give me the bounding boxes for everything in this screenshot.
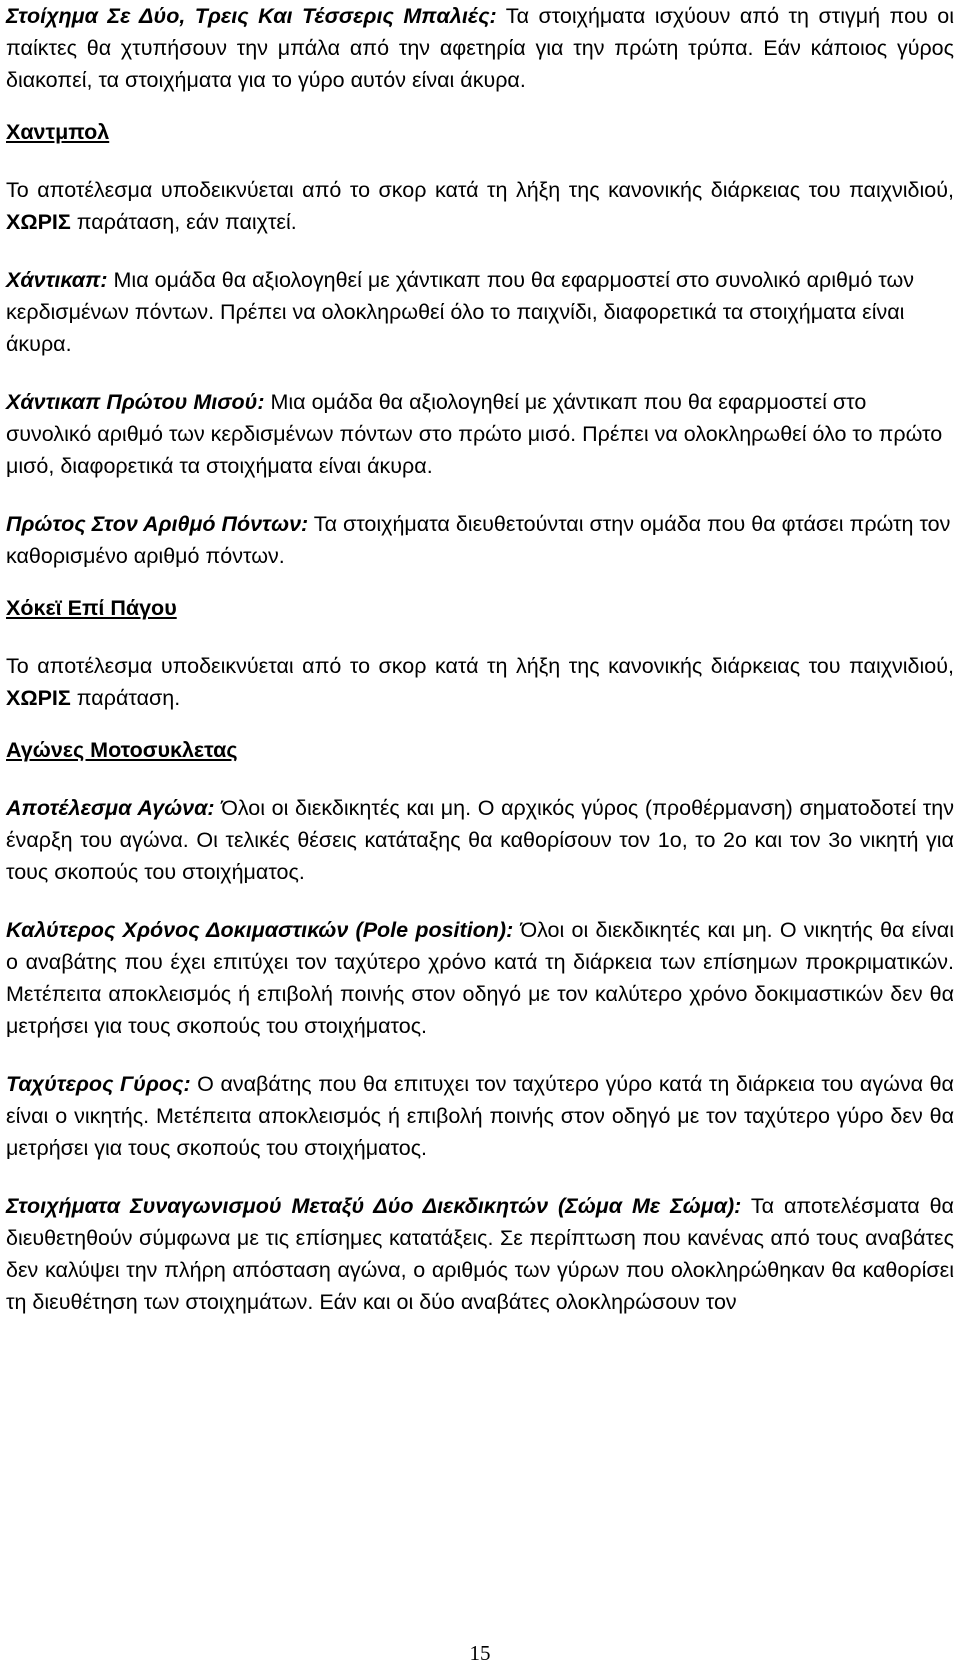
handball-first-half-text: Μια ομάδα θα αξιολογηθεί με χάντικαπ που θα εφαρμοστεί στο συνολικό αριθμό των κερδισμένων πόντων στο πρώτο μισό. Πρέπει να ολοκληρωθεί όλο το πρώτο μισό, διαφορετικά τα στοιχήματα είναι άκυρα. <box>6 390 943 478</box>
motorcycle-fastest-text: Ο αναβάτης που θα επιτυχει τον ταχύτερο γύρο κατά τη διάρκεια του αγώνα θα είναι ο νικητής. Μετέπειτα αποκλεισμός ή επιβολή ποινής στον οδηγό με τον ταχύτερο γύρο δεν θα μετρήσει για τους σκοπούς του στοιχήματος. <box>6 1072 954 1160</box>
motorcycle-fastest-label: Ταχύτερος Γύρος: <box>6 1072 191 1096</box>
ice-hockey-result-emphasis: ΧΩΡΙΣ <box>6 686 71 710</box>
motorcycle-result-label: Αποτέλεσμα Αγώνα: <box>6 796 215 820</box>
page-number: 15 <box>469 1641 491 1665</box>
handball-heading: Χαντμπολ <box>6 120 110 144</box>
ice-hockey-heading: Χόκεϊ Επί Πάγου <box>6 596 177 620</box>
motorcycle-pole-label: Καλύτερος Χρόνος Δοκιμαστικών (Pole position): <box>6 918 514 942</box>
handball-handicap-label: Χάντικαπ: <box>6 268 108 292</box>
motorcycle-result-text: Όλοι οι διεκδικητές και μη. Ο αρχικός γύρος (προθέρμανση) σηματοδοτεί την έναρξη του αγώνα. Οι τελικές θέσεις κατάταξης θα καθορίσουν τον 1ο, το 2ο και τον 3ο νικητή για τους σκοπούς του στοιχήματος. <box>6 796 954 884</box>
ice-hockey-result-text: Το αποτέλεσμα υποδεικνύεται από το σκορ κατά τη λήξη της κανονικής διάρκειας του παιχνιδιού, <box>6 654 954 678</box>
document-page <box>6 0 954 1318</box>
ice-hockey-result-text-end: παράταση. <box>70 686 181 710</box>
handball-first-to-text: Τα στοιχήματα διευθετούνται στην ομάδα που θα φτάσει πρώτη τον καθορισμένο αριθμό πόντων. <box>6 512 951 568</box>
golf-bets-text: Τα στοιχήματα ισχύουν από τη στιγμή που οι παίκτες θα χτυπήσουν την μπάλα από την αφετηρία για την πρώτη τρύπα. Εάν κάποιος γύρος διακοπεί, τα στοιχήματα για το γύρο αυτόν είναι άκυρα. <box>6 4 954 92</box>
motorcycle-h2h-label: Στοιχήματα Συναγωνισμού Μεταξύ Δύο Διεκδικητών (Σώμα Με Σώμα): <box>6 1194 742 1218</box>
handball-handicap-paragraph <box>6 264 954 360</box>
motorcycle-result-paragraph <box>6 792 954 888</box>
handball-first-to-label: Πρώτος Στον Αριθμό Πόντων: <box>6 512 309 536</box>
golf-bets-paragraph <box>6 0 954 96</box>
motorcycle-pole-text: Όλοι οι διεκδικητές και μη. Ο νικητής θα είναι ο αναβάτης που έχει επιτύχει τον ταχύτερο χρόνο κατά τη διάρκεια των επίσημων προκριματικών. Μετέπειτα αποκλεισμός ή επιβολή ποινής στον οδηγό με τον καλύτερο χρόνο δοκιμαστικών δεν θα μετρήσει για τους σκοπούς του στοιχήματος. <box>6 918 955 1038</box>
motorcycle-h2h-paragraph <box>6 1190 954 1318</box>
handball-result-text-end: παράταση, εάν παιχτεί. <box>70 210 297 234</box>
ice-hockey-result-paragraph <box>6 650 954 714</box>
handball-handicap-text: Μια ομάδα θα αξιολογηθεί με χάντικαπ που θα εφαρμοστεί στο συνολικό αριθμό των κερδισμένων πόντων. Πρέπει να ολοκληρωθεί όλο το παιχνίδι, διαφορετικά τα στοιχήματα είναι άκυρα. <box>6 268 915 356</box>
motorcycle-h2h-text: Τα αποτελέσματα θα διευθετηθούν σύμφωνα με τις επίσημες κατατάξεις. Σε περίπτωση που κανένας από τους αναβάτες δεν καλύψει την πλήρη απόσταση αγώνα, ο αριθμός των γύρων που ολοκληρώθηκαν θα καθορίσει τη διευθέτηση των στοιχημάτων. Εάν και οι δύο αναβάτες ολοκληρώσουν τον <box>6 1194 954 1314</box>
motorcycle-fastest-paragraph <box>6 1068 954 1164</box>
handball-first-to-paragraph <box>6 508 954 572</box>
handball-result-paragraph <box>6 174 954 238</box>
handball-result-text: Το αποτέλεσμα υποδεικνύεται από το σκορ κατά τη λήξη της κανονικής διάρκειας του παιχνιδιού, <box>6 178 954 202</box>
golf-bets-label: Στοίχημα Σε Δύο, Τρεις Και Τέσσερις Μπαλιές: <box>6 4 497 28</box>
motorcycle-heading: Αγώνες Μοτοσυκλετας <box>6 738 238 762</box>
motorcycle-pole-paragraph <box>6 914 954 1042</box>
handball-result-emphasis: ΧΩΡΙΣ <box>6 210 71 234</box>
handball-first-half-paragraph <box>6 386 954 482</box>
handball-first-half-label: Χάντικαπ Πρώτου Μισού: <box>6 390 265 414</box>
